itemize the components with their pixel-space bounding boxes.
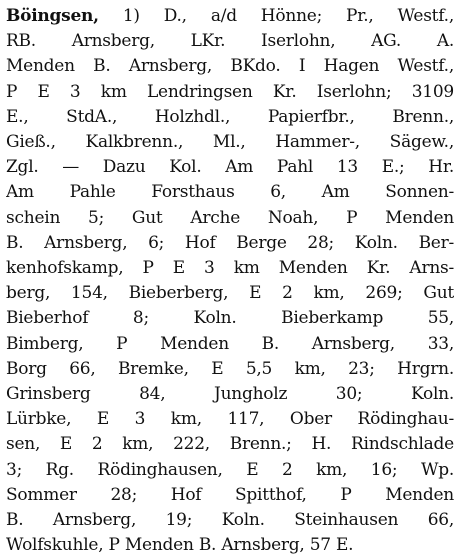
entry-line-15: Borg 66, Bremke, E 5,5 km, 23; Hrgrn. <box>6 358 454 379</box>
entry-line-16: Grinsberg 84, Jungholz 30; Koln. <box>6 384 454 405</box>
entry-line-11: kenhofskamp, P E 3 km Menden Kr. Arns- <box>6 258 454 279</box>
entry-line-1-text: 1) D., a/d Hönne; Pr., Westf., <box>98 6 454 26</box>
dictionary-entry <box>6 4 454 558</box>
entry-line-1 <box>6 4 454 29</box>
entry-line-5: E., StdA., Holzhdl., Papierfbr., Brenn., <box>6 106 454 127</box>
entry-line-17: Lürbke, E 3 km, 117, Ober Rödinghau- <box>6 409 454 430</box>
entry-headword: Böingsen, <box>6 6 99 26</box>
entry-line-14: Bimberg, P Menden B. Arnsberg, 33, <box>6 333 454 354</box>
entry-line-13: Bieberhof 8; Koln. Bieberkamp 55, <box>6 308 454 329</box>
entry-line-3: Menden B. Arnsberg, BKdo. I Hagen Westf., <box>6 56 454 77</box>
entry-line-18: sen, E 2 km, 222, Brenn.; H. Rindschlade <box>6 434 454 455</box>
entry-line-22: Wolfskuhle, P Menden B. Arnsberg, 57 E. <box>6 535 354 556</box>
entry-line-4: P E 3 km Lendringsen Kr. Iserlohn; 3109 <box>6 81 454 102</box>
entry-line-10: B. Arnsberg, 6; Hof Berge 28; Koln. Ber- <box>6 232 454 253</box>
entry-line-7: Zgl. — Dazu Kol. Am Pahl 13 E.; Hr. <box>6 157 454 178</box>
entry-line-2: RB. Arnsberg, LKr. Iserlohn, AG. A. <box>6 31 454 52</box>
entry-line-21: B. Arnsberg, 19; Koln. Steinhausen 66, <box>6 510 454 531</box>
entry-line-9: schein 5; Gut Arche Noah, P Menden <box>6 207 454 228</box>
entry-line-20: Sommer 28; Hof Spitthof, P Menden <box>6 484 454 505</box>
entry-line-6: Gieß., Kalkbrenn., Ml., Hammer-, Sägew., <box>6 132 454 153</box>
entry-line-12: berg, 154, Bieberberg, E 2 km, 269; Gut <box>6 283 454 304</box>
entry-line-8: Am Pahle Forsthaus 6, Am Sonnen- <box>6 182 454 203</box>
entry-line-19: 3; Rg. Rödinghausen, E 2 km, 16; Wp. <box>6 459 454 480</box>
